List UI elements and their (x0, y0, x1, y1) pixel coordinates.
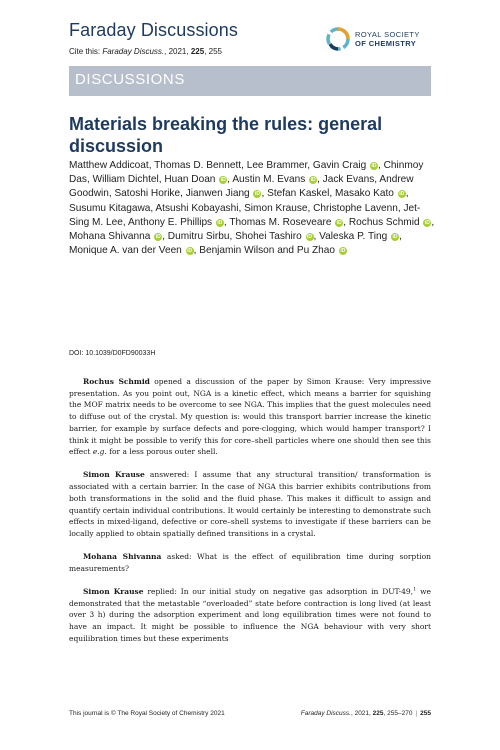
orcid-icon[interactable]: iD (336, 219, 342, 226)
rsc-logo-icon (326, 27, 350, 51)
author-name: Simon Krause (244, 202, 308, 214)
doi[interactable]: DOI: 10.1039/D0FD90033H (69, 350, 156, 357)
author (128, 217, 224, 228)
author-name: Anthony E. Phillips (127, 216, 213, 228)
author-name: William Dichtel (92, 174, 159, 186)
author (323, 174, 375, 185)
cite-volume: 225 (190, 47, 205, 56)
author (297, 245, 347, 256)
author (168, 231, 230, 242)
author (186, 188, 262, 199)
author-name: Stefan Kaskel (267, 188, 330, 200)
speaker-name: Simon Krause (83, 587, 144, 597)
cite-pages: , 255 (204, 47, 222, 56)
reference-superscript[interactable]: 1 (413, 586, 417, 593)
footer-pages: , 255–270 (383, 710, 413, 717)
author-name: Mohana Shivanna (69, 231, 151, 243)
paragraph-text: we demonstrated that the metastable “overloaded” state before contraction is long lived (at least over 3 h) during the adsorption experiment and long equilibration times were not found to have an impact. It might be possible to influence the NGA behaviour with very short equilibration times but these experiments (69, 587, 431, 643)
orcid-icon[interactable]: iD (310, 177, 316, 184)
author-name: Valeska P. Ting (319, 231, 388, 243)
speaker-name: Rochus Schmid (83, 377, 150, 386)
banner-label: DISCUSSIONS (75, 71, 185, 88)
paragraph-text: answered: I assume that any structural transition/ transformation is associated with a certain barrier. In the case of NGA this barrier exhibits contributions from both transformations in the solid and the fluid phase. This makes it difficult to assign and quantify certain individual contributions. It would certainly be interesting to demonstrate such effects in mixed-ligand, defective or core–shell systems to investigate if these barriers can be locally applied to obtain spatially defined transitions in a crystal. (69, 470, 432, 538)
orcid-icon[interactable]: iD (155, 234, 161, 241)
orcid-icon[interactable]: iD (399, 191, 405, 198)
author (235, 231, 313, 242)
speaker-name: Mohana Shivanna (83, 552, 162, 562)
author-name: Huan Doan (164, 174, 216, 186)
orcid-icon[interactable]: iD (392, 234, 398, 241)
author-name: Rochus Schmid (348, 216, 420, 228)
author-name: Matthew Addicoat (69, 160, 149, 171)
author-name: Shohei Tashiro (235, 231, 302, 243)
author-name: Masako Kato (335, 188, 394, 200)
citation-line (69, 47, 222, 56)
orcid-icon[interactable]: iD (220, 177, 226, 184)
paragraph-text: asked: What is the effect of equilibration time during sorption measurements? (69, 552, 431, 573)
journal-title: Faraday Discussions (69, 20, 238, 40)
article-title: Materials breaking the rules: general discussion (69, 114, 383, 156)
orcid-icon[interactable]: iD (371, 163, 377, 169)
author (164, 174, 227, 185)
author (69, 231, 162, 242)
footer-separator: | (415, 710, 418, 717)
footer-citation (301, 710, 431, 717)
author (93, 174, 159, 185)
orcid-icon[interactable]: iD (340, 248, 346, 255)
orcid-icon[interactable]: iD (254, 191, 260, 198)
author-name: Thomas D. Bennett (154, 160, 242, 171)
cite-year: , 2021, (164, 47, 191, 56)
orcid-icon[interactable]: iD (424, 219, 430, 226)
paragraph-text: replied: In our initial study on negative gas adsorption in DUT-49, (143, 587, 414, 597)
author-name: Christophe Lavenn (313, 202, 398, 214)
paragraph (69, 376, 431, 458)
paragraph (69, 586, 431, 645)
cite-prefix: Cite this: (69, 47, 103, 56)
author-name: Dumitru Sirbu (167, 231, 230, 243)
author-list: Matthew Addicoat, Thomas D. Bennett, Lee Brammer, Gavin Craig iD , Chinmoy Das, William Dichtel, Huan Doan iD , Austin M. Evans iD , Jack Evans, Andrew Goodwin, Satoshi Horike, Jianwen Jiang iD , Stefan Kaskel, Masako Kato iD , Susumu Kitagawa, Atsushi Kobayashi, Simon Krause, Christophe Lavenn, Jet-Sing M. Lee, Anthony E. Phillips iD , Thomas M. Roseveare iD , Rochus Schmid iD , Mohana Shivanna iD , Dumitru Sirbu, Shohei Tashiro iD , Valeska P. Ting iD , Monique A. van der Veen iD , Benjamin Wilson and Pu Zhao iD (69, 160, 435, 257)
author (155, 203, 238, 214)
author-name: Jet-Sing M. Lee (69, 202, 421, 228)
article-body (69, 376, 431, 656)
author-name: Austin M. Evans (232, 174, 306, 186)
author-name: Atsushi Kobayashi (155, 202, 239, 214)
orcid-icon[interactable]: iD (217, 219, 223, 226)
author (319, 231, 399, 242)
section-banner (69, 66, 431, 96)
logo-line-1: ROYAL SOCIETY (355, 30, 420, 39)
footer-year: , 2021, (350, 710, 373, 717)
paragraph (69, 551, 431, 574)
author (335, 188, 406, 199)
author-name: Lee Brammer (246, 160, 308, 171)
author-name: Thomas M. Roseveare (229, 216, 332, 228)
author-name: Pu Zhao (296, 245, 336, 257)
author-name: Chinmoy Das (69, 160, 424, 186)
author (244, 203, 307, 214)
paragraph-italic: e.g. (92, 447, 107, 457)
author (154, 160, 241, 171)
author (69, 245, 194, 256)
author (229, 217, 343, 228)
author (232, 174, 317, 185)
author-name: Monique A. van der Veen (69, 245, 182, 257)
author (69, 203, 150, 214)
author-name: Benjamin Wilson (199, 245, 275, 257)
author (313, 160, 378, 171)
page-number: 255 (420, 710, 431, 717)
author-name: Satoshi Horike (114, 188, 181, 200)
speaker-name: Simon Krause (83, 470, 145, 480)
author (267, 188, 329, 199)
author-name: Jianwen Jiang (185, 188, 250, 200)
orcid-icon[interactable]: iD (187, 248, 193, 255)
author-name: Susumu Kitagawa (69, 202, 151, 214)
paragraph (69, 469, 431, 539)
paragraph-text: opened a discussion of the paper by Simon Krause: Very impressive presentation. As you point out, NGA is a kinetic effect, which means a barrier for squishing the MOF matrix needs to be overcome to see NGA. This implies that the guest molecules need to diffuse out of the crystal. My question is: would this transport barrier increase the kinetic barrier, for example by surface defects and pore-clogging, which would hamper transport? I think it might be possible to verify this for core–shell particles where one should then see this effect (69, 377, 431, 457)
author-name: Jack Evans (322, 174, 375, 186)
author (69, 160, 149, 171)
author (247, 160, 308, 171)
footer-journal: Faraday Discuss. (300, 710, 351, 717)
author (313, 203, 398, 214)
logo-line-2: OF CHEMISTRY (355, 39, 417, 48)
paragraph-text: for a less porous outer shell. (106, 447, 218, 457)
author-name: Andrew Goodwin (69, 174, 414, 200)
author (114, 188, 180, 199)
footer-copyright: This journal is © The Royal Society of Chemistry 2021 (69, 710, 225, 717)
orcid-icon[interactable]: iD (307, 234, 313, 241)
cite-journal: Faraday Discuss. (102, 47, 165, 56)
author-name: Gavin Craig (312, 160, 367, 171)
rsc-logo[interactable] (326, 27, 446, 53)
author (199, 245, 274, 256)
footer-volume: 225 (372, 710, 384, 717)
author (349, 217, 432, 228)
